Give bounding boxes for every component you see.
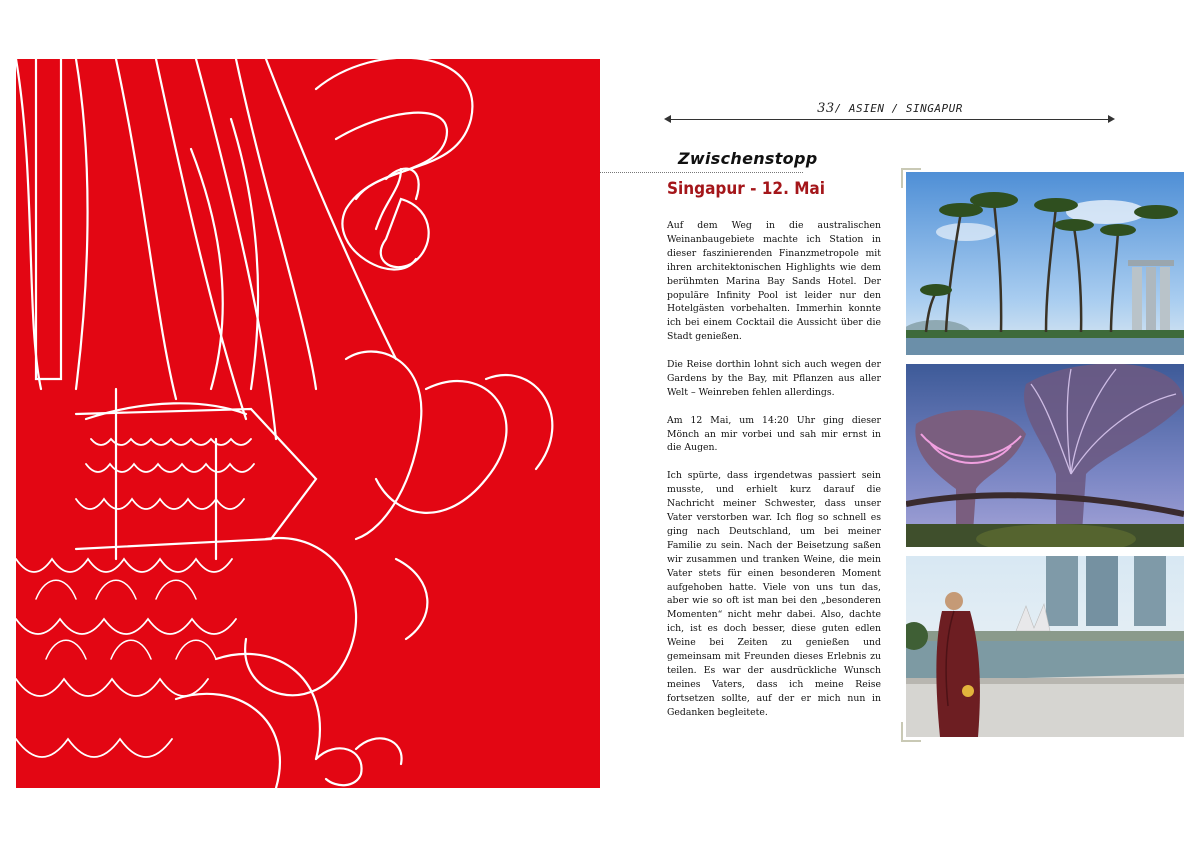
paragraph: Die Reise dorthin lohnt sich auch wegen der Gardens by the Bay, mit Pflanzen aus aller Welt – Weinreben fehlen allerdings. [667, 359, 881, 398]
photo-marina-bay-palms [906, 172, 1184, 355]
section-path: / ASIEN / SINGAPUR [834, 102, 963, 115]
section-label: Zwischenstopp [678, 149, 818, 168]
running-header [760, 101, 1020, 116]
merlion-illustration [16, 59, 600, 788]
dotted-divider [600, 172, 803, 173]
paragraph: Am 12 Mai, um 14:20 Uhr ging dieser Mönch an mir vorbei und sah mir ernst in die Augen. [667, 414, 881, 454]
header-rule-arrow-right [1108, 115, 1115, 123]
header-rule [667, 119, 1113, 120]
paragraph: Auf dem Weg in die australischen Weinanbaugebiete machte ich Station in dieser faszinierenden Finanzmetropole mit ihren architektonischen Highlights wie dem berühmten Marina Bay Sands Hotel. Der populäre Infinity Pool ist leider nur den Hotelgästen vorbehalten. Immerhin konnte ich bei einem Cocktail die Aussicht über die Stadt genießen. [667, 220, 881, 343]
photo-supertrees [906, 364, 1184, 547]
article-body [667, 219, 881, 733]
photo-monk-marina-bay [906, 556, 1184, 737]
page-number: 33 [817, 101, 835, 116]
paragraph: Ich spürte, dass irgendetwas passiert sein musste, und erhielt kurz darauf die Nachricht meiner Schwester, dass unser Vater verstorben war. Ich flog so schnell es ging nach Deutschland, um bei meiner Familie zu sein. Nach der Beisetzung saßen wir zusammen und tranken Weine, die mein Vater stets für einen besonderen Moment aufgehoben hatte. Viele von uns tun das, aber wie so oft ist man bei den „besonderen Momenten“ nicht mehr dabei. Also, dachte ich, ist es doch besser, diese guten edlen Weine bei Zeiten zu genießen und gemeinsam mit Freunden dieses Erlebnis zu teilen. Es war der ausdrückliche Wunsch meines Vaters, dass ich meine Reise fortsetzen sollte, auf der er mich nun in Gedanken begleitete. [667, 470, 881, 718]
article-title: Singapur - 12. Mai [667, 179, 825, 199]
